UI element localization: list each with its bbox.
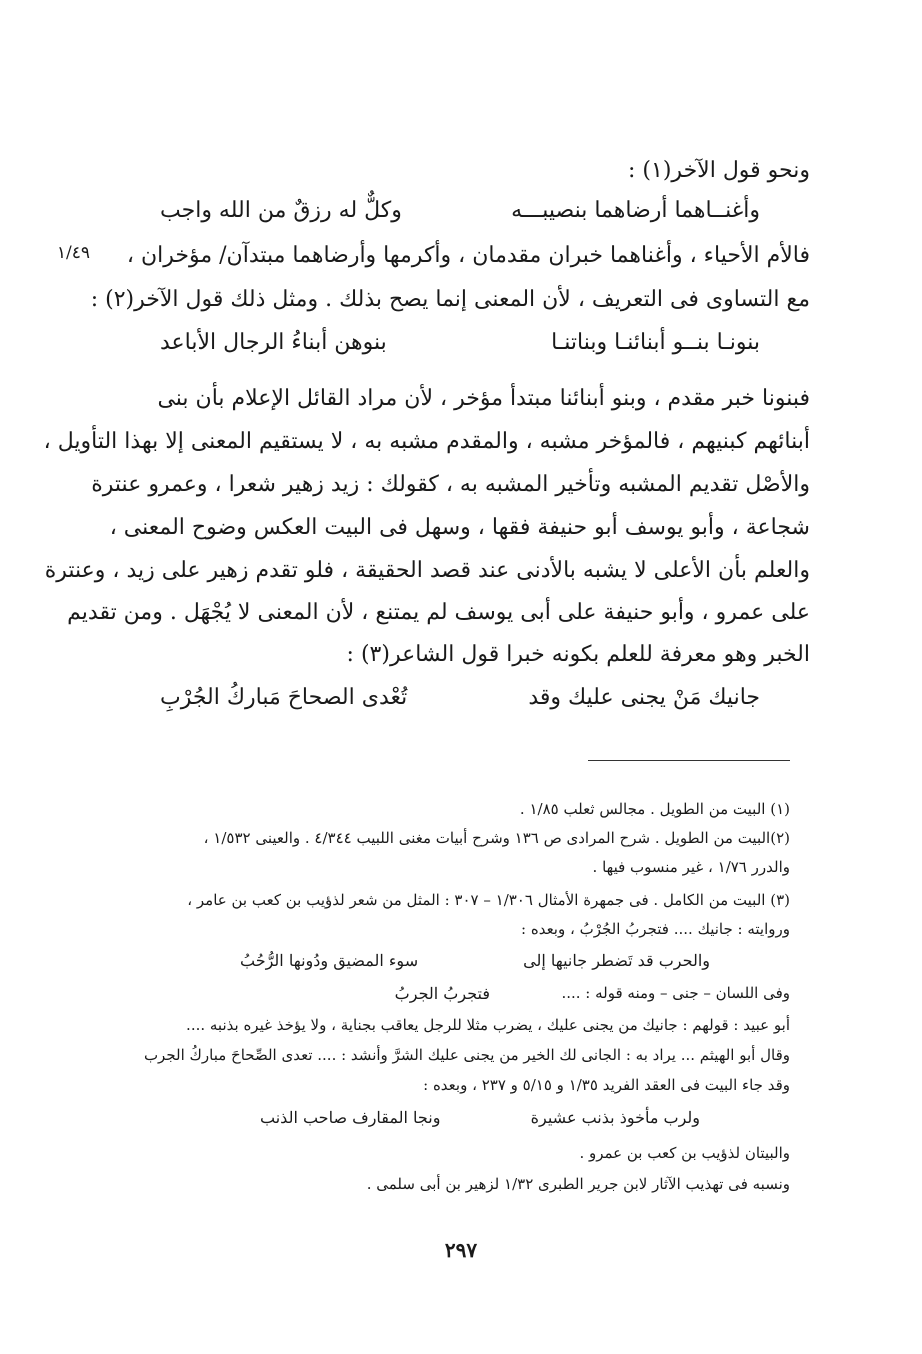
- footnote-line: والبيتان لذؤيب بن كعب بن عمرو .: [579, 1144, 790, 1162]
- footnote-line: وقال أبو الهيثم ... يراد به : الجانى لك الخير من يجنى عليك الشرَّ وأنشد : .... تعدى الصِّحاحَ مباركُ الجرب: [143, 1046, 790, 1064]
- text-line: مع التساوى فى التعريف ، لأن المعنى إنما يصح بذلك . ومثل ذلك قول الآخر(٢) :: [90, 287, 810, 312]
- footnote-verse: [240, 951, 710, 970]
- verse-first-hemistich: والحرب قد تَضطر جانيها إلى: [523, 951, 710, 970]
- footnote-line: وروايته : جانيك .... فتجربُ الجُرْبُ ، وبعده :: [521, 920, 790, 938]
- footnote-line: والدرر ١/٧٦ ، غير منسوب فيها .: [592, 858, 790, 876]
- text-line: فالأم الأحياء ، وأغناهما خبران مقدمان ، وأكرمها وأرضاهما مبتدآن/ مؤخران ،: [126, 243, 810, 268]
- footnote-line: وقد جاء البيت فى العقد الفريد ١/٣٥ و ٥/١٥ و ٢٣٧ ، وبعده :: [423, 1076, 790, 1094]
- verse-first-hemistich: وأغنــاهما أرضاهما بنصيبـــه: [511, 198, 760, 223]
- poem-verse: [160, 198, 760, 223]
- footnote-line: (١) البيت من الطويل . مجالس ثعلب ١/٨٥ .: [519, 800, 790, 818]
- text-line: أبنائهم كبنيهم ، فالمؤخر مشبه ، والمقدم مشبه به ، لا يستقيم المعنى إلا بهذا التأويل ،: [43, 429, 810, 454]
- text-line: فبنونا خبر مقدم ، وبنو أبنائنا مبتدأ مؤخر ، لأن مراد القائل الإعلام بأن بنى: [157, 386, 810, 411]
- page-number: ٢٩٧: [444, 1238, 478, 1262]
- footnote-line: وفى اللسان – جنى – ومنه قوله : ....: [561, 984, 790, 1002]
- text-line: شجاعة ، وأبو يوسف أبو حنيفة فقها ، وسهل فى البيت العكس وضوح المعنى ،: [109, 515, 810, 540]
- verse-second-hemistich: ونجا المقارف صاحب الذنب: [260, 1108, 441, 1127]
- footnote-line: فتجربُ الجربُ: [394, 984, 490, 1003]
- footnote-line: أبو عبيد : قولهم : جانيك من يجنى عليك ، يضرب مثلا للرجل يعاقب بجناية ، ولا يؤخذ غيره بذنبه ....: [186, 1016, 790, 1034]
- verse-first-hemistich: ولرب مأخوذ بذنب عشيرة: [530, 1108, 700, 1127]
- footnote-separator: [588, 760, 790, 761]
- verse-second-hemistich: تُعْدى الصحاحَ مَباركُ الجُرْبِ: [160, 685, 408, 710]
- poem-verse: [160, 330, 760, 355]
- verse-second-hemistich: وكلٌّ له رزقٌ من الله واجب: [160, 198, 402, 223]
- verse-first-hemistich: جانيك مَنْ يجنى عليك وقد: [528, 685, 760, 710]
- text-line: الخبر وهو معرفة للعلم بكونه خبرا قول الشاعر(٣) :: [346, 642, 810, 667]
- verse-second-hemistich: بنوهن أبناءُ الرجال الأباعد: [160, 330, 387, 355]
- footnote-line: (٢)البيت من الطويل . شرح المرادى ص ١٣٦ وشرح أبيات مغنى اللبيب ٤/٣٤٤ . والعينى ١/٥٣٢ ،: [203, 829, 790, 847]
- text-line: والعلم بأن الأعلى لا يشبه بالأدنى عند قصد الحقيقة ، فلو تقدم زهير على زيد ، وعنترة: [44, 558, 810, 583]
- text-line: ونحو قول الآخر(١) :: [628, 158, 810, 183]
- margin-page-reference: ١/٤٩: [56, 243, 90, 263]
- footnote-line: (٣) البيت من الكامل . فى جمهرة الأمثال ١/٣٠٦ – ٣٠٧ : المثل من شعر لذؤيب بن كعب بن عامر ،: [187, 891, 790, 909]
- verse-first-hemistich: بنونـا بنــو أبنائنـا وبناتنـا: [551, 330, 760, 355]
- text-line: والأصْل تقديم المشبه وتأخير المشبه به ، كقولك : زيد زهير شعرا ، وعمرو عنترة: [91, 472, 810, 497]
- text-line: على عمرو ، وأبو حنيفة على أبى يوسف لم يمتنع ، لأن المعنى لا يُجْهَل . ومن تقديم: [67, 600, 810, 625]
- verse-second-hemistich: سوء المضيق ودُونها الرُّحُبُ: [240, 951, 419, 970]
- footnote-line: ونسبه فى تهذيب الآثار لابن جرير الطبرى ١/٣٢ لزهير بن أبى سلمى .: [366, 1175, 790, 1193]
- poem-verse: [160, 685, 760, 710]
- footnote-verse: [260, 1108, 700, 1127]
